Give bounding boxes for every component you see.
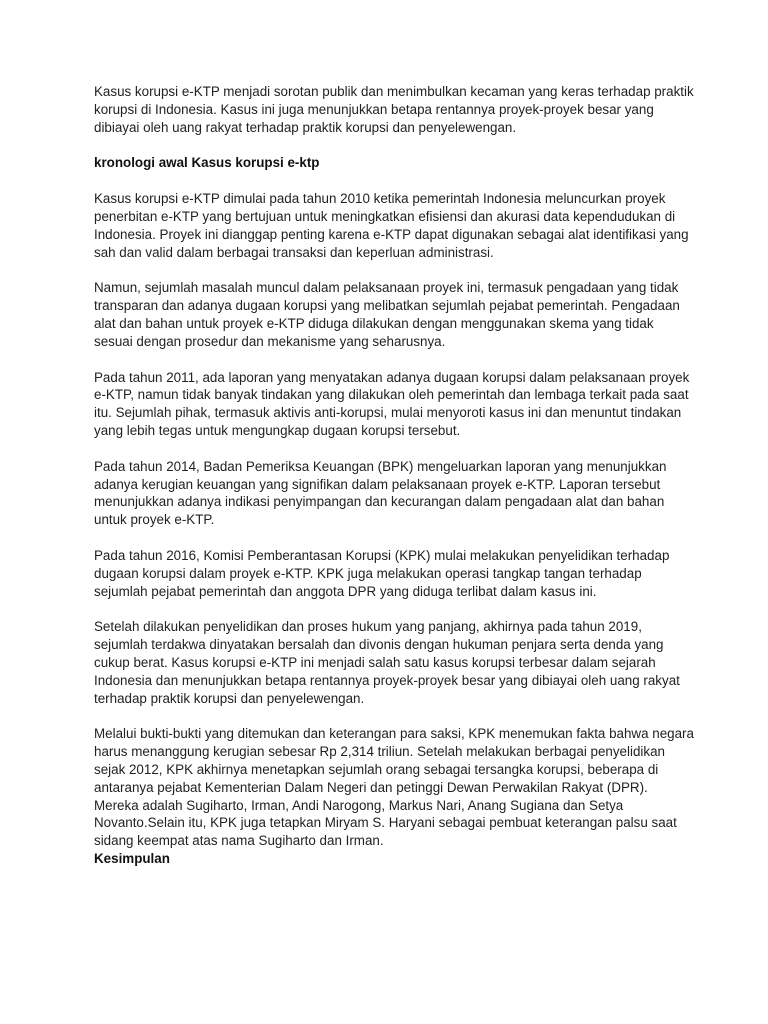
paragraph-masalah: Namun, sejumlah masalah muncul dalam pelaksanaan proyek ini, termasuk pengadaan yang tidak transparan dan adanya dugaan korupsi yang melibatkan sejumlah pejabat pemerintah. Pengadaan alat dan bahan untuk proyek e-KTP diduga dilakukan dengan menggunakan skema yang tidak sesuai dengan prosedur dan mekanisme yang seharusnya. [94,280,680,349]
paragraph-2016: Pada tahun 2016, Komisi Pemberantasan Korupsi (KPK) mulai melakukan penyelidikan terhadap dugaan korupsi dalam proyek e-KTP. KPK juga melakukan operasi tangkap tangan terhadap sejumlah pejabat pemerintah dan anggota DPR yang diduga terlibat dalam kasus ini. [94,547,670,599]
paragraph-2019: Setelah dilakukan penyelidikan dan proses hukum yang panjang, akhirnya pada tahun 2019, sejumlah terdakwa dinyatakan bersalah dan divonis dengan hukuman penjara serta denda yang cukup berat. Kasus korupsi e-KTP ini menjadi salah satu kasus korupsi terbesar dalam sejarah Indonesia dan menunjukkan betapa rentannya proyek-proyek besar yang dibiayai oleh uang rakyat terhadap praktik korupsi dan penyelewengan. [94,619,680,706]
paragraph-2010: Kasus korupsi e-KTP dimulai pada tahun 2010 ketika pemerintah Indonesia meluncurkan proyek penerbitan e-KTP yang bertujuan untuk meningkatkan efisiensi dan akurasi data kependudukan di Indonesia. Proyek ini dianggap penting karena e-KTP dapat digunakan sebagai alat identifikasi yang sah dan valid dalam berbagai transaksi dan keperluan administrasi. [94,191,689,260]
paragraph-2014: Pada tahun 2014, Badan Pemeriksa Keuangan (BPK) mengeluarkan laporan yang menunjukkan adanya kerugian keuangan yang signifikan dalam pelaksanaan proyek e-KTP. Laporan tersebut menunjukkan adanya indikasi penyimpangan dan kecurangan dalam pengadaan alat dan bahan untuk proyek e-KTP. [94,458,667,528]
heading-kesimpulan: Kesimpulan [94,850,170,866]
paragraph-2011: Pada tahun 2011, ada laporan yang menyatakan adanya dugaan korupsi dalam pelaksanaan proyek e-KTP, namun tidak banyak tindakan yang dilakukan oleh pemerintah dan lembaga terkait pada saat itu. Sejumlah pihak, termasuk aktivis anti-korupsi, mulai menyoroti kasus ini dan menuntut tindakan yang lebih tegas untuk mengungkap dugaan korupsi tersebut. [94,369,690,438]
heading-kronologi: kronologi awal Kasus korupsi e-ktp [94,155,320,171]
document-body [94,83,694,886]
paragraph-bukti: Melalui bukti-bukti yang ditemukan dan keterangan para saksi, KPK menemukan fakta bahwa negara harus menanggung kerugian sebesar Rp 2,314 triliun. Setelah melakukan berbagai penyelidikan sejak 2012, KPK akhirnya menetapkan sejumlah orang sebagai tersangka korupsi, beberapa di antaranya pejabat Kementerian Dalam Negeri dan petinggi Dewan Perwakilan Rakyat (DPR). Mereka adalah Sugiharto, Irman, Andi Narogong, Markus Nari, Anang Sugiana dan Setya Novanto.Selain itu, KPK juga tetapkan Miryam S. Haryani sebagai pembuat keterangan palsu saat sidang keempat atas nama Sugiharto dan Irman. [94,726,694,849]
paragraph-intro: Kasus korupsi e-KTP menjadi sorotan publik dan menimbulkan kecaman yang keras terhadap praktik korupsi di Indonesia. Kasus ini juga menunjukkan betapa rentannya proyek-proyek besar yang dibiayai oleh uang rakyat terhadap praktik korupsi dan penyelewengan. [94,84,694,135]
